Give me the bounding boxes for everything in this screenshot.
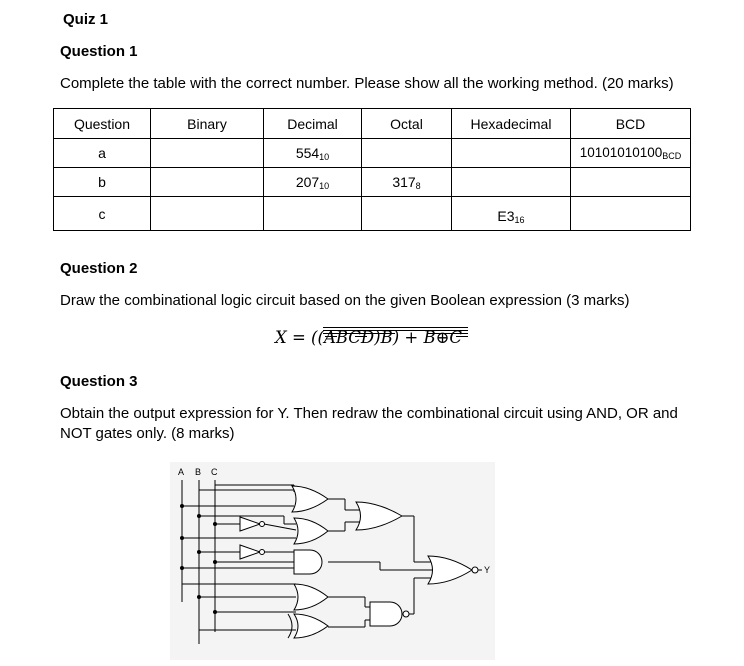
formula-close: )B) + xyxy=(374,328,424,347)
table-row-c xyxy=(54,197,691,231)
base-subscript: 16 xyxy=(514,214,525,225)
formula-xor: B⊕C xyxy=(423,328,463,347)
inversion-bubble xyxy=(403,611,409,617)
question-2-heading: Question 2 xyxy=(60,260,138,277)
table-row-b xyxy=(54,168,691,197)
cell-octal[interactable] xyxy=(362,197,452,231)
overbar-whole xyxy=(323,327,468,328)
question-1-heading: Question 1 xyxy=(60,43,138,60)
cell-hex xyxy=(452,197,571,231)
junction-dot xyxy=(213,610,217,614)
cell-bcd[interactable] xyxy=(571,168,691,197)
header-bcd: BCD xyxy=(571,109,691,139)
logic-circuit-diagram xyxy=(170,462,495,660)
table-header-row xyxy=(54,109,691,139)
overbar-c2 xyxy=(456,336,468,337)
base-subscript: BCD xyxy=(662,151,682,161)
overbar-abcd xyxy=(323,333,395,334)
input-label-c: C xyxy=(211,467,218,477)
value: E3 xyxy=(497,207,515,224)
cell-binary[interactable] xyxy=(151,139,264,168)
header-decimal: Decimal xyxy=(264,109,362,139)
cell-question: b xyxy=(54,168,151,197)
junction-dot xyxy=(197,514,201,518)
cell-hex[interactable] xyxy=(452,168,571,197)
junction-dot xyxy=(180,536,184,540)
formula-lhs: X = (( xyxy=(275,328,324,347)
overbar-whole-2 xyxy=(323,330,468,331)
junction-dot xyxy=(197,595,201,599)
conversion-table xyxy=(53,108,691,231)
value: 317 xyxy=(392,173,416,190)
cell-octal xyxy=(362,168,452,197)
and-gate xyxy=(294,550,322,574)
header-question: Question xyxy=(54,109,151,139)
junction-dot xyxy=(213,560,217,564)
header-octal: Octal xyxy=(362,109,452,139)
junction-dot xyxy=(180,504,184,508)
base-subscript: 8 xyxy=(415,180,421,191)
cell-decimal[interactable] xyxy=(264,197,362,231)
formula-abcd: ABCD xyxy=(323,328,375,347)
cell-question: c xyxy=(54,197,151,231)
cell-decimal xyxy=(264,139,362,168)
junction-dot xyxy=(197,550,201,554)
and-gate xyxy=(370,602,402,626)
overbar-xor xyxy=(428,333,468,334)
output-label-y: Y xyxy=(484,565,491,575)
question-3-heading: Question 3 xyxy=(60,373,138,390)
quiz-title: Quiz 1 xyxy=(63,11,109,28)
overbar-c xyxy=(355,336,367,337)
header-hexadecimal: Hexadecimal xyxy=(452,109,571,139)
input-label-b: B xyxy=(195,467,202,477)
cell-question: a xyxy=(54,139,151,168)
junction-dot xyxy=(213,522,217,526)
junction-dot xyxy=(180,566,184,570)
cell-bcd xyxy=(571,139,691,168)
table-row-a xyxy=(54,139,691,168)
value: 10101010100 xyxy=(579,145,663,160)
inversion-bubble xyxy=(472,567,478,573)
question-2-instruction: Draw the combinational logic circuit based on the given Boolean expression (3 marks) xyxy=(60,292,630,309)
value: 554 xyxy=(295,144,320,161)
question-1-instruction: Complete the table with the correct number. Please show all the working method. (20 marks) xyxy=(60,75,674,92)
input-label-a: A xyxy=(178,467,185,477)
base-subscript: 10 xyxy=(319,180,330,191)
base-subscript: 10 xyxy=(319,151,330,162)
inversion-bubble xyxy=(260,522,265,527)
cell-decimal xyxy=(264,168,362,197)
question-3-instruction-line-2: NOT gates only. (8 marks) xyxy=(60,425,235,442)
cell-binary[interactable] xyxy=(151,197,264,231)
cell-hex[interactable] xyxy=(452,139,571,168)
value: 207 xyxy=(295,173,320,190)
cell-bcd[interactable] xyxy=(571,197,691,231)
overbar-a xyxy=(325,336,337,337)
cell-octal[interactable] xyxy=(362,139,452,168)
question-3-instruction-line-1: Obtain the output expression for Y. Then redraw the combinational circuit using AND, OR and xyxy=(60,405,678,422)
header-binary: Binary xyxy=(151,109,264,139)
cell-binary[interactable] xyxy=(151,168,264,197)
inversion-bubble xyxy=(260,550,265,555)
